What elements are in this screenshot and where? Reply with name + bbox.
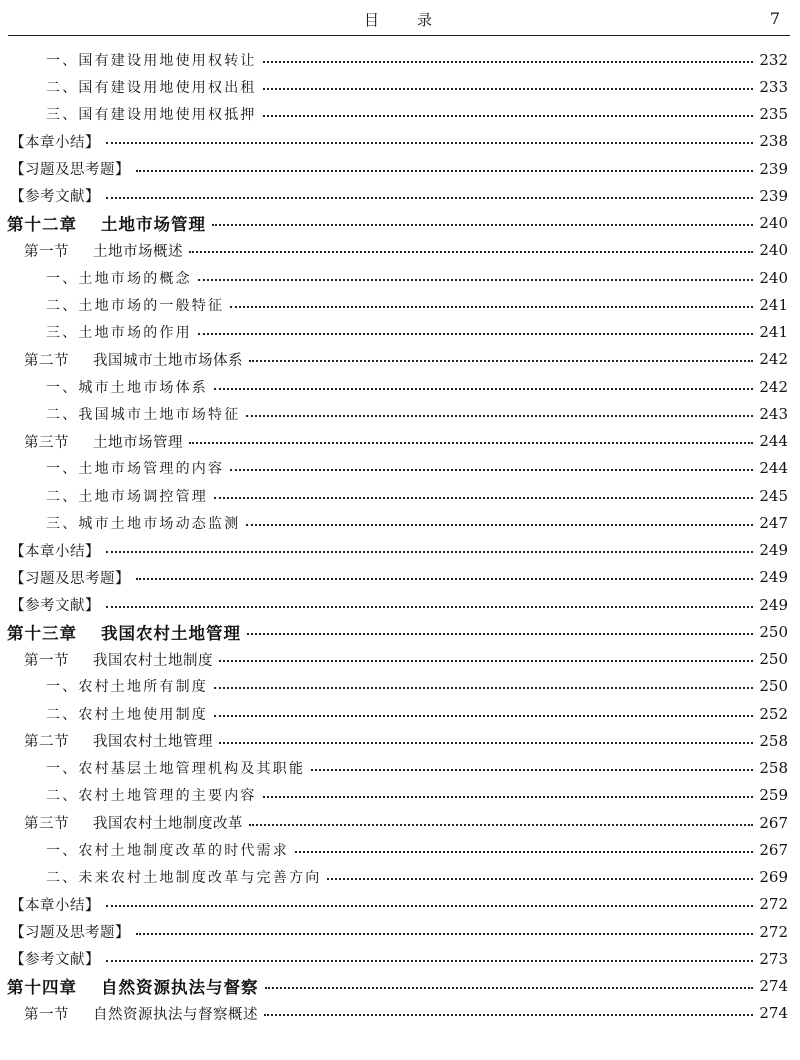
toc-entry-title: 【参考文献】 (10, 189, 100, 206)
toc-misc-entry[interactable] (0, 155, 800, 182)
toc-entry-label: 第十四章 (7, 978, 77, 998)
toc-page-number: 249 (759, 595, 788, 614)
toc-entry-heading: 土地市场管理 (93, 434, 183, 451)
dot-leader (249, 360, 753, 362)
toc-entry-label: 第一节 (24, 243, 69, 260)
dot-leader (263, 115, 754, 117)
toc-entry-title (0, 649, 213, 670)
toc-item-entry[interactable] (0, 73, 800, 100)
toc-entry-title: 【本章小结】 (10, 897, 100, 914)
toc-page-number: 250 (759, 650, 788, 669)
dot-leader (106, 551, 753, 553)
dot-leader (214, 388, 753, 390)
toc-entry-title: 【习题及思考题】 (10, 570, 130, 587)
toc-entry-heading: 我国农村土地制度 (93, 652, 213, 669)
toc-page-number: 252 (759, 704, 788, 723)
dot-leader (106, 142, 753, 144)
dot-leader (136, 170, 753, 172)
toc-entry-title: 一、土地市场的概念 (46, 270, 192, 287)
toc-entry-title: 二、农村土地使用制度 (46, 706, 208, 723)
toc-entry-title (0, 812, 243, 833)
toc-entry-title: 二、国有建设用地使用权出租 (46, 79, 257, 96)
toc-section-entry[interactable] (0, 346, 800, 373)
toc-item-entry[interactable] (0, 700, 800, 727)
dot-leader (214, 497, 753, 499)
toc-page-number: 249 (759, 568, 788, 587)
toc-entry-title: 一、农村基层土地管理机构及其职能 (46, 761, 306, 778)
toc-entry-label: 第一节 (24, 652, 69, 669)
toc-section-entry[interactable] (0, 727, 800, 754)
toc-entry-title (0, 730, 213, 751)
toc-page-number: 239 (759, 186, 788, 205)
toc-item-entry[interactable] (0, 673, 800, 700)
toc-item-entry[interactable] (0, 101, 800, 128)
dot-leader (247, 633, 753, 635)
dot-leader (106, 960, 753, 962)
toc-entry-title: 二、我国城市土地市场特征 (46, 406, 241, 423)
table-of-contents (0, 46, 800, 1027)
dot-leader (263, 796, 754, 798)
toc-entry-title: 一、城市土地市场体系 (46, 379, 208, 396)
dot-leader (249, 824, 753, 826)
toc-item-entry[interactable] (0, 400, 800, 427)
toc-chapter-entry[interactable] (0, 618, 800, 645)
dot-leader (106, 905, 753, 907)
toc-entry-title: 三、城市土地市场动态监测 (46, 515, 241, 532)
toc-page-number: 239 (759, 159, 788, 178)
toc-entry-title: 【参考文献】 (10, 952, 100, 969)
toc-entry-title: 【习题及思考题】 (10, 162, 130, 179)
toc-item-entry[interactable] (0, 46, 800, 73)
toc-page-number: 232 (759, 50, 788, 69)
toc-page-number: 235 (759, 105, 788, 124)
toc-misc-entry[interactable] (0, 537, 800, 564)
dot-leader (327, 878, 753, 880)
dot-leader (264, 1014, 753, 1016)
dot-leader (311, 769, 753, 771)
toc-entry-title: 【参考文献】 (10, 598, 100, 615)
toc-page-number: 242 (759, 377, 788, 396)
toc-page-number: 250 (759, 677, 788, 696)
toc-item-entry[interactable] (0, 482, 800, 509)
dot-leader (265, 987, 754, 989)
toc-misc-entry[interactable] (0, 182, 800, 209)
dot-leader (219, 742, 753, 744)
dot-leader (263, 88, 754, 90)
toc-entry-label: 第二节 (24, 352, 69, 369)
toc-entry-heading: 我国农村土地管理 (101, 623, 241, 643)
toc-misc-entry[interactable] (0, 128, 800, 155)
toc-item-entry[interactable] (0, 509, 800, 536)
toc-entry-title: 【本章小结】 (10, 543, 100, 560)
dot-leader (230, 469, 753, 471)
dot-leader (246, 524, 753, 526)
toc-page-number: 258 (759, 759, 788, 778)
dot-leader (106, 197, 753, 199)
toc-misc-entry[interactable] (0, 591, 800, 618)
toc-item-entry[interactable] (0, 319, 800, 346)
toc-page-number: 241 (759, 323, 788, 342)
dot-leader (198, 333, 754, 335)
dot-leader (263, 61, 754, 63)
toc-entry-title: 二、未来农村土地制度改革与完善方向 (46, 870, 322, 887)
toc-page-number: 274 (759, 1004, 788, 1023)
toc-entry-label: 第三节 (24, 434, 69, 451)
dot-leader (189, 442, 753, 444)
toc-item-entry[interactable] (0, 755, 800, 782)
toc-entry-heading: 土地市场概述 (93, 243, 183, 260)
toc-chapter-entry[interactable] (0, 973, 800, 1000)
toc-page-number: 247 (759, 513, 788, 532)
toc-entry-title (0, 349, 243, 370)
dot-leader (246, 415, 753, 417)
toc-page-number: 244 (759, 459, 788, 478)
toc-page-number: 240 (759, 214, 788, 233)
toc-entry-title: 二、土地市场的一般特征 (46, 297, 225, 314)
toc-page-number: 274 (759, 977, 788, 996)
toc-page-number: 245 (759, 486, 788, 505)
dot-leader (214, 687, 753, 689)
dot-leader (230, 306, 753, 308)
toc-page-number: 240 (759, 268, 788, 287)
toc-entry-heading: 我国农村土地管理 (93, 734, 213, 751)
toc-entry-heading: 我国农村土地制度改革 (93, 816, 243, 833)
toc-entry-title (0, 974, 259, 998)
toc-entry-heading: 自然资源执法与督察 (101, 978, 259, 998)
toc-page-number: 233 (759, 77, 788, 96)
dot-leader (219, 660, 753, 662)
toc-item-entry[interactable] (0, 455, 800, 482)
toc-entry-title: 二、农村土地管理的主要内容 (46, 788, 257, 805)
toc-entry-title (0, 211, 206, 235)
dot-leader (189, 251, 753, 253)
toc-page-number: 241 (759, 295, 788, 314)
dot-leader (212, 224, 753, 226)
toc-misc-entry[interactable] (0, 891, 800, 918)
toc-entry-label: 第二节 (24, 734, 69, 751)
toc-item-entry[interactable] (0, 291, 800, 318)
toc-entry-title: 一、国有建设用地使用权转让 (46, 52, 257, 69)
toc-page-number: 272 (759, 895, 788, 914)
dot-leader (198, 279, 754, 281)
toc-entry-label: 第十三章 (7, 623, 77, 643)
toc-entry-title: 一、农村土地所有制度 (46, 679, 208, 696)
toc-entry-title: 一、农村土地制度改革的时代需求 (46, 842, 289, 859)
toc-page-number: 242 (759, 350, 788, 369)
toc-page-number: 238 (759, 132, 788, 151)
toc-section-entry[interactable] (0, 1000, 800, 1027)
page-number: 7 (769, 9, 780, 28)
toc-section-entry[interactable] (0, 646, 800, 673)
toc-page-number: 243 (759, 404, 788, 423)
toc-misc-entry[interactable] (0, 918, 800, 945)
dot-leader (295, 851, 753, 853)
toc-entry-title: 三、土地市场的作用 (46, 325, 192, 342)
toc-item-entry[interactable] (0, 836, 800, 863)
toc-page-number: 272 (759, 922, 788, 941)
toc-entry-label: 第一节 (24, 1006, 69, 1023)
toc-page-number: 249 (759, 541, 788, 560)
toc-entry-heading: 自然资源执法与督察概述 (93, 1006, 258, 1023)
toc-item-entry[interactable] (0, 782, 800, 809)
toc-entry-title: 三、国有建设用地使用权抵押 (46, 107, 257, 124)
toc-page-number: 244 (759, 432, 788, 451)
toc-entry-title: 【本章小结】 (10, 134, 100, 151)
toc-page-number: 267 (759, 840, 788, 859)
toc-page-number: 267 (759, 813, 788, 832)
toc-entry-title (0, 620, 241, 644)
toc-entry-heading: 土地市场管理 (101, 215, 206, 235)
toc-entry-title (0, 1003, 258, 1024)
toc-page-number: 269 (759, 868, 788, 887)
dot-leader (214, 715, 753, 717)
toc-item-entry[interactable] (0, 264, 800, 291)
toc-section-entry[interactable] (0, 428, 800, 455)
toc-misc-entry[interactable] (0, 564, 800, 591)
toc-entry-title (0, 240, 183, 261)
toc-section-entry[interactable] (0, 237, 800, 264)
toc-entry-heading: 我国城市土地市场体系 (93, 352, 243, 369)
toc-item-entry[interactable] (0, 864, 800, 891)
toc-page-number: 273 (759, 949, 788, 968)
toc-page-number: 259 (759, 786, 788, 805)
toc-entry-title (0, 431, 183, 452)
toc-chapter-entry[interactable] (0, 210, 800, 237)
toc-page-number: 258 (759, 731, 788, 750)
toc-entry-label: 第十二章 (7, 215, 77, 235)
dot-leader (136, 933, 753, 935)
running-title: 目录 (363, 11, 470, 29)
dot-leader (106, 606, 753, 608)
dot-leader (136, 578, 753, 580)
toc-entry-label: 第三节 (24, 816, 69, 833)
toc-page-number: 250 (759, 622, 788, 641)
toc-item-entry[interactable] (0, 373, 800, 400)
toc-page-number: 240 (759, 241, 788, 260)
header-rule (8, 35, 790, 36)
toc-section-entry[interactable] (0, 809, 800, 836)
toc-entry-title: 一、土地市场管理的内容 (46, 461, 225, 478)
toc-entry-title: 【习题及思考题】 (10, 925, 130, 942)
page-header (8, 0, 788, 34)
toc-misc-entry[interactable] (0, 945, 800, 972)
toc-entry-title: 二、土地市场调控管理 (46, 488, 208, 505)
